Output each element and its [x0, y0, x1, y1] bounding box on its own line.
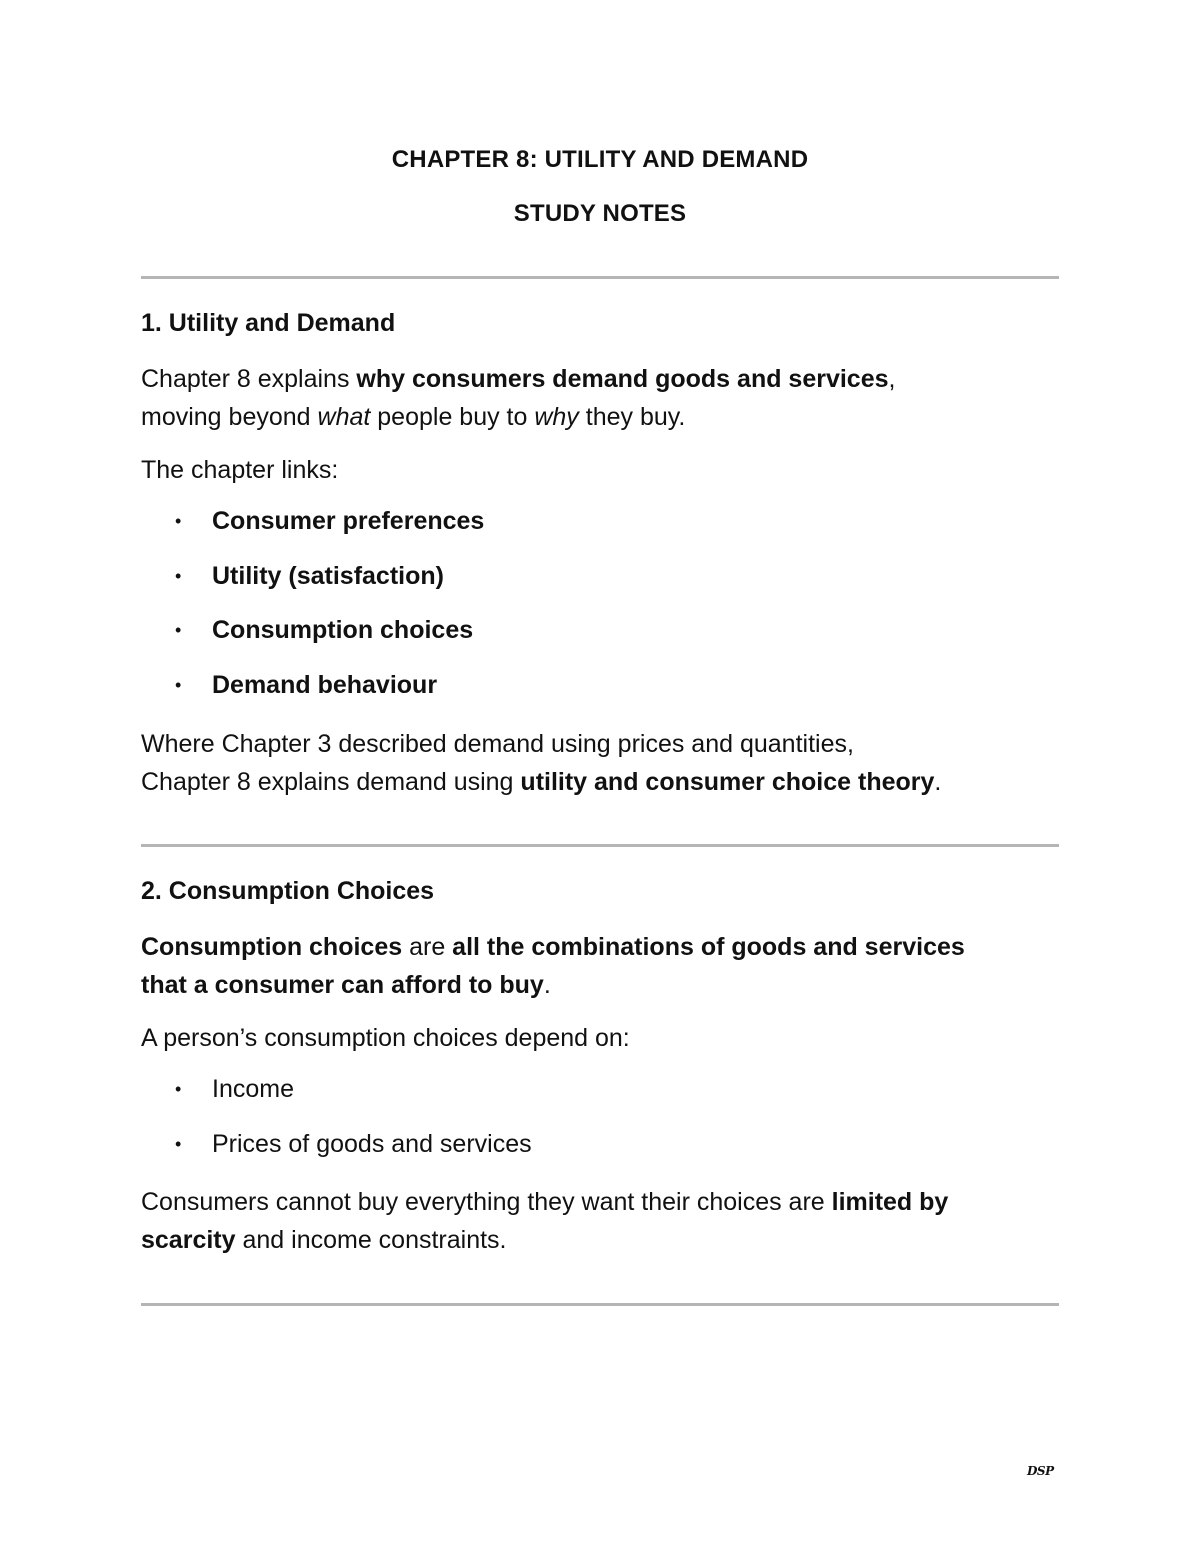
divider-top — [141, 276, 1059, 279]
intro-emphasis: why consumers demand goods and services — [356, 365, 889, 393]
intro-text: Chapter 8 explains — [141, 365, 357, 393]
divider-middle — [141, 844, 1059, 847]
links-list — [141, 506, 1071, 725]
closing-emphasis: utility and consumer choice theory — [520, 767, 935, 796]
bullet-icon: • — [175, 1133, 182, 1154]
intro-text: they buy. — [578, 403, 686, 431]
intro-text: people buy to — [370, 403, 535, 431]
definition-text: . — [543, 971, 551, 999]
list-item: • Consumption choices — [175, 616, 474, 645]
definition-paragraph — [141, 928, 1071, 1004]
bullet-icon: • — [175, 565, 182, 586]
section-heading: 2. Consumption Choices — [141, 877, 435, 905]
definition-term: Consumption choices — [141, 933, 403, 961]
closing-text: and income constraints. — [235, 1226, 507, 1255]
bullet-icon: • — [175, 511, 182, 531]
closing-text: Where Chapter 3 described demand using prices and quantities, — [141, 729, 854, 758]
author-mark: DSP — [1027, 1464, 1054, 1478]
section-closing-paragraph — [141, 1183, 1071, 1259]
bullet-icon: • — [175, 620, 182, 641]
list-item: • Income — [175, 1075, 294, 1103]
definition-text: are — [402, 933, 453, 961]
divider-bottom — [141, 1303, 1059, 1306]
definition-emphasis: all the combinations of goods and services — [452, 933, 965, 961]
closing-text: . — [934, 767, 942, 796]
list-item: • Utility (satisfaction) — [175, 561, 444, 590]
intro-text: , — [888, 365, 896, 393]
list-item: • Prices of goods and services — [175, 1129, 532, 1158]
depends-label: A person’s consumption choices depend on: — [141, 1024, 630, 1052]
bullet-icon: • — [175, 675, 182, 696]
section-closing-paragraph — [141, 725, 1071, 801]
section-utility-and-demand — [141, 308, 1071, 801]
list-item: • Consumer preferences — [175, 507, 485, 535]
list-item: • Demand behaviour — [175, 671, 438, 700]
intro-italic-what: what — [317, 403, 371, 431]
document-title: CHAPTER 8: UTILITY AND DEMAND — [391, 146, 809, 173]
document-subtitle: STUDY NOTES — [513, 200, 687, 227]
depends-list — [141, 1074, 1071, 1183]
closing-emphasis: scarcity — [141, 1226, 236, 1255]
bullet-icon: • — [175, 1079, 182, 1099]
closing-text: Consumers cannot buy everything they want their choices are — [141, 1188, 832, 1217]
section-heading: 1. Utility and Demand — [141, 309, 396, 337]
section-consumption-choices — [141, 876, 1071, 1259]
closing-emphasis: limited by — [831, 1188, 949, 1217]
section-intro-paragraph — [141, 360, 1071, 436]
definition-emphasis: that a consumer can afford to buy — [141, 971, 544, 999]
links-label: The chapter links: — [141, 456, 339, 484]
intro-text: moving beyond — [141, 403, 318, 431]
intro-italic-why: why — [534, 403, 579, 431]
closing-text: Chapter 8 explains demand using — [141, 767, 521, 796]
